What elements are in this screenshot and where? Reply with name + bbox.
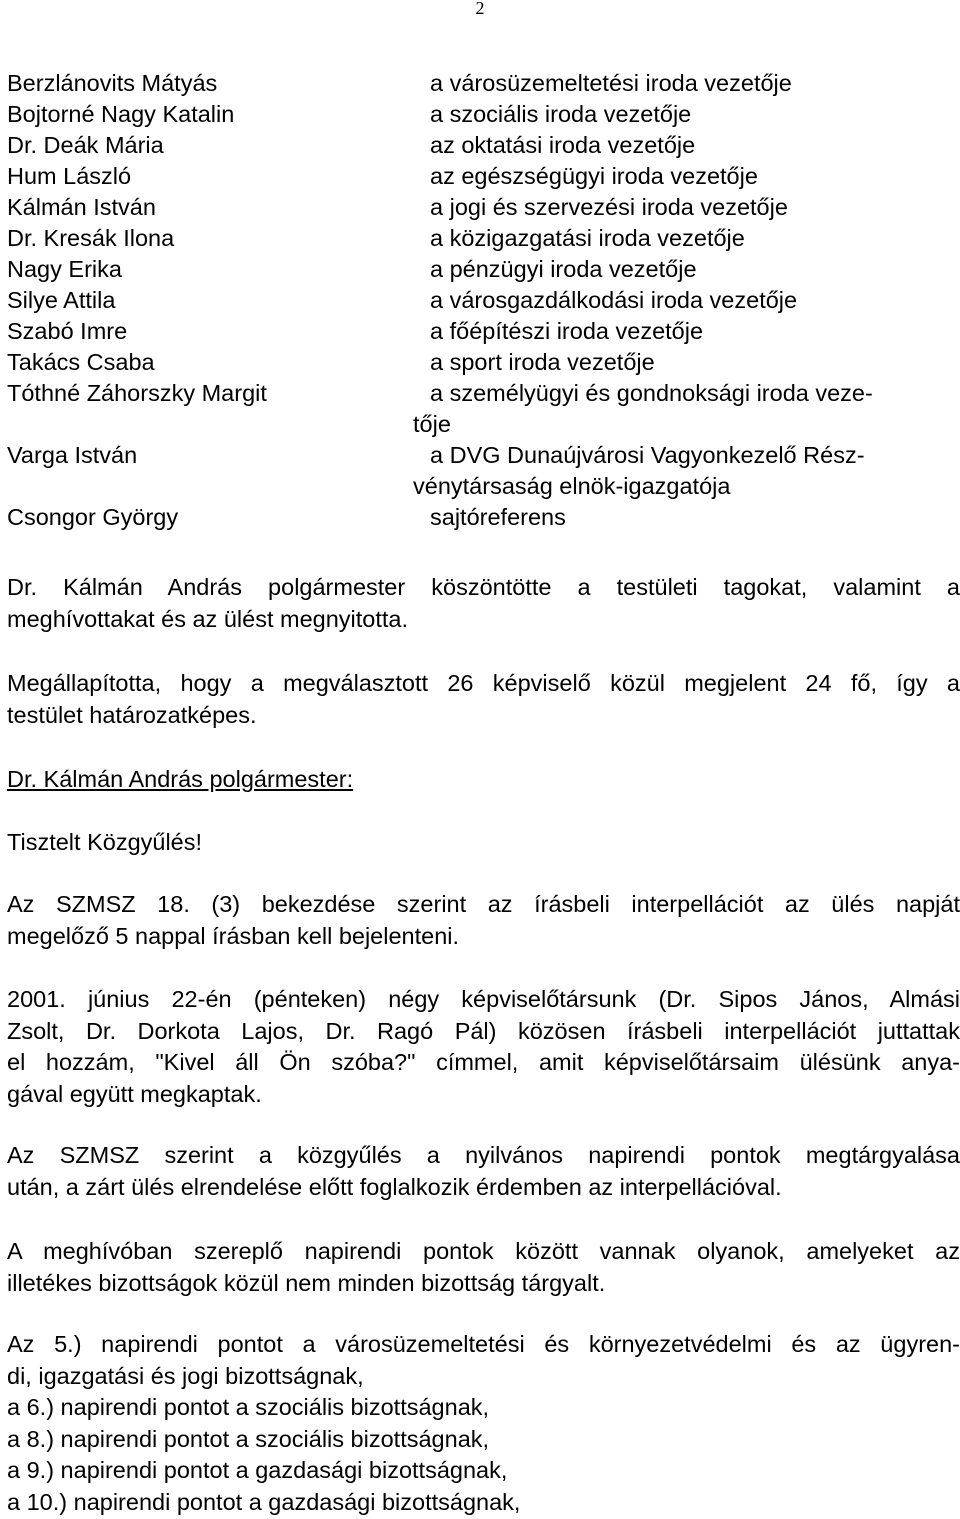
text-line: Az SZMSZ szerint a közgyűlés a nyilvános napirendi pontok megtárgyalása — [7, 1142, 960, 1168]
greeting: Tisztelt Közgyűlés! — [7, 829, 203, 855]
attendee-role: a jogi és szervezési iroda vezetője — [430, 194, 788, 220]
attendee-role: a városüzemeltetési iroda vezetője — [430, 70, 792, 96]
quorum-paragraph — [7, 668, 960, 731]
text-line: a 10.) napirendi pontot a gazdasági bizottságnak, — [7, 1488, 521, 1515]
attendee-role: a DVG Dunaújvárosi Vagyonkezelő Rész- — [430, 442, 865, 468]
attendee-role: tője — [413, 411, 451, 437]
text-line: Dr. Kálmán András polgármester köszöntötte a testületi tagokat, valamint a — [7, 574, 960, 600]
attendee-name: Szabó Imre — [7, 318, 128, 344]
procedure-paragraph — [7, 1140, 960, 1203]
text-line: után, a zárt ülés elrendelése előtt foglalkozik érdemben az interpellációval. — [7, 1173, 782, 1200]
attendee-name: Takács Csaba — [7, 349, 155, 375]
interpellation-paragraph — [7, 984, 960, 1110]
attendee-name: Kálmán István — [7, 194, 156, 220]
text-line: di, igazgatási és jogi bizottságnak, — [7, 1362, 364, 1389]
attendee-name: Berzlánovits Mátyás — [7, 70, 218, 96]
szmsz-paragraph — [7, 889, 960, 952]
attendee-name: Varga István — [7, 442, 138, 468]
attendee-name: Silye Attila — [7, 287, 116, 313]
speaker-heading: Dr. Kálmán András polgármester: — [7, 766, 354, 792]
text-line: A meghívóban szereplő napirendi pontok között vannak olyanok, amelyeket az — [7, 1238, 960, 1264]
attendee-name: Dr. Deák Mária — [7, 132, 164, 158]
text-line: Zsolt, Dr. Dorkota Lajos, Dr. Ragó Pál) közösen írásbeli interpellációt juttattak — [7, 1017, 960, 1044]
text-line: a 9.) napirendi pontot a gazdasági bizottságnak, — [7, 1457, 508, 1483]
attendee-role: a személyügyi és gondnoksági iroda veze- — [430, 380, 873, 406]
attendee-role: a szociális iroda vezetője — [430, 101, 692, 127]
text-line: megelőző 5 nappal írásban kell bejelenteni. — [7, 922, 460, 949]
text-line: a 8.) napirendi pontot a szociális bizottságnak, — [7, 1425, 490, 1452]
attendee-name: Hum László — [7, 163, 132, 189]
text-line: meghívottakat és az ülést megnyitotta. — [7, 605, 409, 632]
attendee-name: Bojtorné Nagy Katalin — [7, 101, 235, 127]
page-number: 2 — [475, 0, 485, 18]
agenda-list-paragraph — [7, 1329, 960, 1518]
text-line: gával együtt megkaptak. — [7, 1080, 262, 1107]
text-line: a 6.) napirendi pontot a szociális bizottságnak, — [7, 1394, 490, 1420]
text-line: Az SZMSZ 18. (3) bekezdése szerint az írásbeli interpellációt az ülés napját — [7, 891, 960, 917]
attendee-role: a főépítészi iroda vezetője — [430, 318, 704, 344]
text-line: testület határozatképes. — [7, 701, 257, 728]
text-line: illetékes bizottságok közül nem minden bizottság tárgyalt. — [7, 1269, 606, 1296]
attendee-role: a városgazdálkodási iroda vezetője — [430, 287, 798, 313]
text-line: Megállapította, hogy a megválasztott 26 képviselő közül megjelent 24 fő, így a — [7, 670, 960, 696]
text-line: Az 5.) napirendi pontot a városüzemeltetési és környezetvédelmi és az ügyren- — [7, 1331, 960, 1357]
attendee-role: a sport iroda vezetője — [430, 349, 655, 375]
agenda-intro-paragraph — [7, 1236, 960, 1299]
attendee-name: Nagy Erika — [7, 256, 122, 282]
text-line: 2001. június 22-én (pénteken) négy képviselőtársunk (Dr. Sipos János, Almási — [7, 986, 960, 1012]
opening-paragraph — [7, 572, 960, 635]
attendee-role: az oktatási iroda vezetője — [430, 132, 696, 158]
attendee-role: a közigazgatási iroda vezetője — [430, 225, 745, 251]
attendee-role: az egészségügyi iroda vezetője — [430, 163, 758, 189]
attendee-name: Csongor György — [7, 504, 179, 530]
attendee-role: vénytársaság elnök-igazgatója — [413, 473, 731, 499]
attendee-name: Tóthné Záhorszky Margit — [7, 380, 267, 406]
attendee-name: Dr. Kresák Ilona — [7, 225, 175, 251]
attendee-role: a pénzügyi iroda vezetője — [430, 256, 697, 282]
attendee-role: sajtóreferens — [430, 504, 566, 530]
text-line: el hozzám, "Kivel áll Ön szóba?" címmel, amit képviselőtársaim ülésünk anya- — [7, 1049, 960, 1075]
